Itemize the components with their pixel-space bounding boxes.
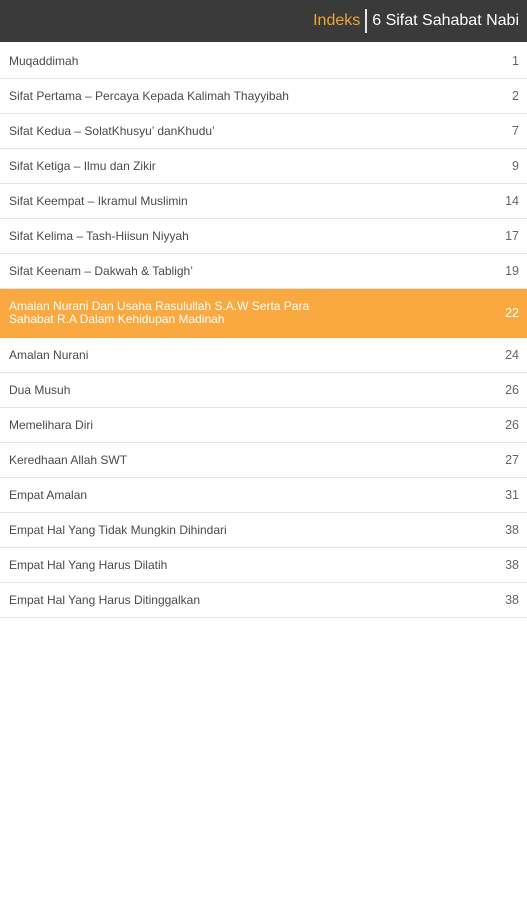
index-item-label: Sifat Kelima – Tash-Hiisun Niyyah: [9, 228, 189, 243]
index-item-label: Empat Hal Yang Harus Ditinggalkan: [9, 592, 200, 607]
header-divider: [365, 9, 367, 33]
index-item-sifat-kelima[interactable]: [0, 219, 527, 254]
index-item-label: Muqaddimah: [9, 53, 79, 68]
index-item-sifat-pertama[interactable]: [0, 79, 527, 114]
index-item-label: Sifat Keenam – Dakwah & Tabligh’: [9, 263, 193, 278]
index-item-label: Amalan Nurani Dan Usaha Rasulullah S.A.W Serta Para Sahabat R.A Dalam Kehidupan Madinah: [9, 299, 310, 326]
index-item-page: 24: [505, 348, 519, 362]
index-item-label: Empat Hal Yang Tidak Mungkin Dihindari: [9, 522, 227, 537]
app-title: 6 Sifat Sahabat Nabi: [372, 12, 519, 29]
index-item-keredhaan-allah[interactable]: [0, 443, 527, 478]
index-item-page: 1: [512, 54, 519, 68]
index-item-page: 2: [512, 89, 519, 103]
index-item-sifat-kedua[interactable]: [0, 114, 527, 149]
index-item-amalan-nurani[interactable]: [0, 338, 527, 373]
index-item-page: 26: [505, 383, 519, 397]
index-item-label: Amalan Nurani: [9, 347, 89, 362]
index-item-label: Empat Hal Yang Harus Dilatih: [9, 557, 168, 572]
index-item-dua-musuh[interactable]: [0, 373, 527, 408]
index-item-page: 38: [505, 593, 519, 607]
index-item-label: Keredhaan Allah SWT: [9, 452, 128, 467]
index-item-page: 19: [505, 264, 519, 278]
index-item-amalan-nurani-madinah[interactable]: [0, 289, 527, 338]
index-item-page: 14: [505, 194, 519, 208]
index-item-memelihara-diri[interactable]: [0, 408, 527, 443]
index-item-label: Sifat Pertama – Percaya Kepada Kalimah Thayyibah: [9, 88, 289, 103]
index-item-label: Empat Amalan: [9, 487, 88, 502]
index-item-label: Dua Musuh: [9, 382, 71, 397]
index-list: [0, 44, 527, 618]
index-item-page: 17: [505, 229, 519, 243]
index-item-page: 38: [505, 523, 519, 537]
index-item-label: Sifat Ketiga – Ilmu dan Zikir: [9, 158, 156, 173]
tab-index[interactable]: Indeks: [313, 12, 361, 29]
index-item-page: 31: [505, 488, 519, 502]
index-item-empat-hal-harus-dilatih[interactable]: [0, 548, 527, 583]
index-item-empat-hal-tidak-mungkin-dihindari[interactable]: [0, 513, 527, 548]
index-item-empat-hal-harus-ditinggalkan[interactable]: [0, 583, 527, 618]
app-bar: [0, 0, 527, 42]
index-item-sifat-keempat[interactable]: [0, 184, 527, 219]
index-item-empat-amalan[interactable]: [0, 478, 527, 513]
index-item-page: 7: [512, 124, 519, 138]
index-item-page: 38: [505, 558, 519, 572]
index-item-sifat-keenam[interactable]: [0, 254, 527, 289]
index-item-label: Sifat Keempat – Ikramul Muslimin: [9, 193, 188, 208]
index-item-page: 26: [505, 418, 519, 432]
index-item-label: Sifat Kedua – SolatKhusyu’ danKhudu’: [9, 123, 215, 138]
index-item-sifat-ketiga[interactable]: [0, 149, 527, 184]
index-item-page: 27: [505, 453, 519, 467]
index-item-muqaddimah[interactable]: [0, 44, 527, 79]
index-item-label: Memelihara Diri: [9, 417, 94, 432]
index-item-page: 9: [512, 159, 519, 173]
index-item-page: 22: [505, 306, 519, 320]
